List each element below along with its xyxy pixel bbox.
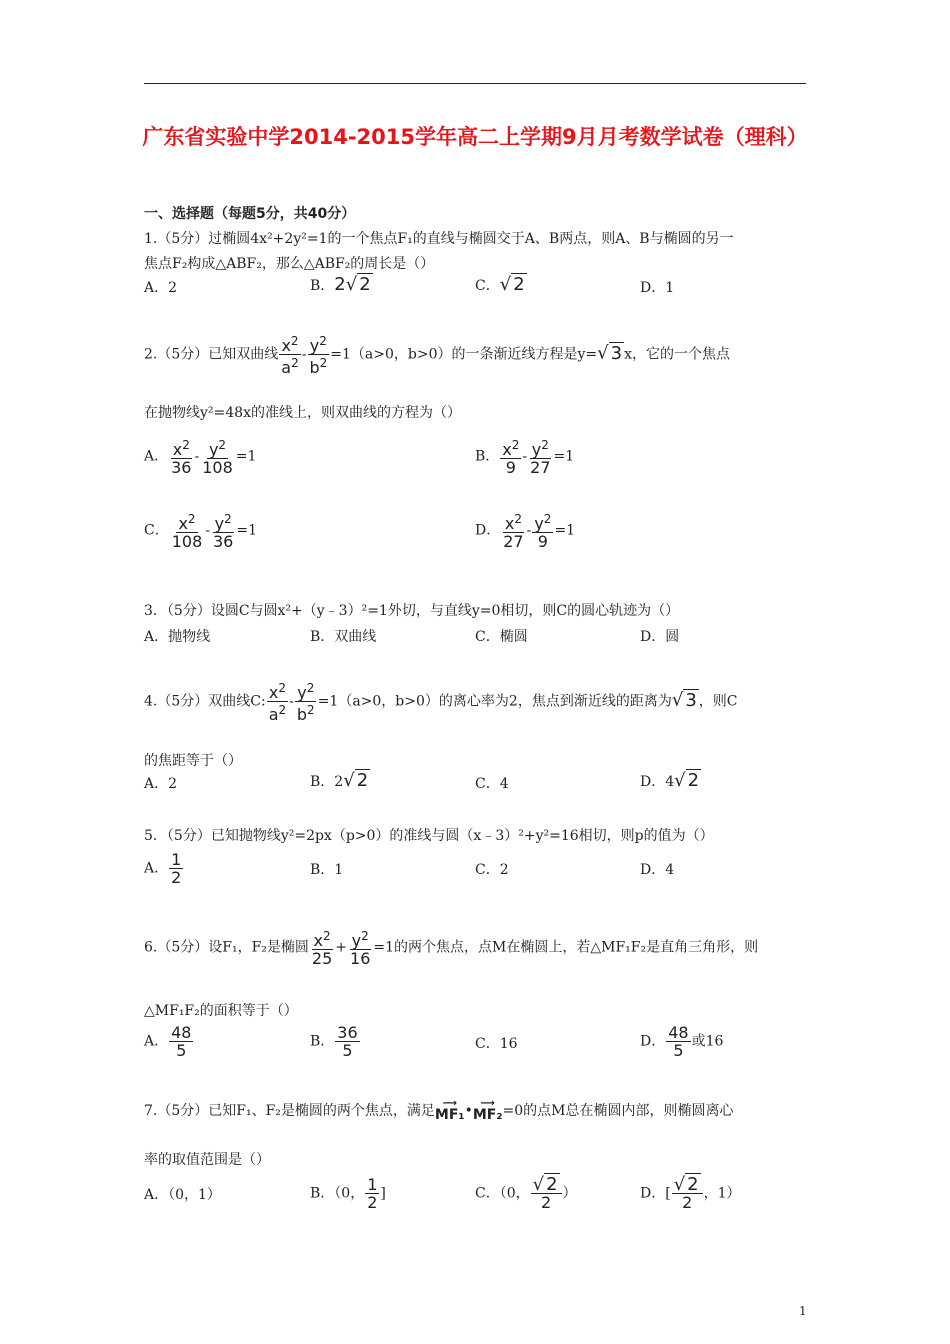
question-text: =0的点M总在椭圆内部，则椭圆离心 bbox=[502, 1103, 734, 1119]
question-2-option-d: D． $\frac{x^2}{27}$ - $\frac{y^2}{9}$ =1 bbox=[475, 512, 576, 551]
option-label: B． bbox=[310, 1033, 335, 1050]
fraction: $\frac{√ 2}{2}$ bbox=[672, 1176, 703, 1211]
fraction: $\frac{x^2}{36}$ bbox=[171, 438, 192, 477]
option-label: A． bbox=[144, 860, 169, 877]
option-label: B． bbox=[475, 448, 500, 465]
fraction: $\frac{x^2}{27}$ bbox=[503, 512, 524, 551]
fraction: $\frac{y^2}{b^2}$ bbox=[309, 334, 328, 377]
question-6-option-c: C．16 bbox=[475, 1036, 518, 1052]
question-3-option-b: B．双曲线 bbox=[310, 629, 377, 645]
question-4-line-1: 4.（5分）双曲线C: $\frac{x^2}{a^2}$ - $\frac{y^2}{b^2}$ =1（a>0，b>0）的离心率为2，焦点到渐近线的距离为√ 3 ，则C bbox=[144, 681, 738, 724]
question-text: =1（a>0，b>0）的一条渐近线方程是y= bbox=[330, 346, 598, 363]
sqrt-expression: √ 2 bbox=[343, 770, 369, 791]
sqrt-expression: 2√ 2 bbox=[334, 274, 371, 295]
radicand: 2 bbox=[513, 274, 525, 295]
vector-mf2: ⟶ MF₂ bbox=[472, 1098, 503, 1123]
question-4-option-a: A．2 bbox=[144, 776, 178, 792]
question-1-option-c bbox=[475, 274, 527, 295]
fraction: $\frac{x^2}{a^2}$ bbox=[281, 334, 299, 377]
fraction: $\frac{36}{5}$ bbox=[337, 1023, 358, 1060]
fraction: $\frac{1}{2}$ bbox=[171, 850, 182, 887]
fraction: $\frac{x^2}{a^2}$ bbox=[268, 681, 287, 724]
question-text: =1（a>0，b>0）的离心率为2，焦点到渐近线的距离为 bbox=[317, 693, 672, 710]
question-6-line-2: △MF₁F₂的面积等于（） bbox=[144, 1003, 298, 1019]
fraction: $\frac{√ 2}{2}$ bbox=[531, 1176, 562, 1211]
vector-mf1: ⟶ MF₁ bbox=[434, 1098, 465, 1123]
question-1-option-a: A．2 bbox=[144, 280, 178, 296]
question-5-option-b: B．1 bbox=[310, 862, 344, 878]
question-7-line-1 bbox=[144, 1100, 733, 1122]
question-3-option-c: C．椭圆 bbox=[475, 629, 528, 645]
fraction: $\frac{x^2}{9}$ bbox=[502, 438, 520, 477]
fraction: $\frac{y^2}{16}$ bbox=[350, 929, 371, 968]
question-text: 2.（5分）已知双曲线 bbox=[144, 346, 279, 363]
question-3-line-1: 3．（5分）设圆C与圆x²+（y﹣3）²=1外切，与直线y=0相切，则C的圆心轨迹为（） bbox=[144, 603, 680, 619]
question-1-line-1: 1.（5分）过椭圆4x²+2y²=1的一个焦点F₁的直线与椭圆交于A、B两点，则A、B与椭圆的另一 bbox=[144, 231, 734, 247]
option-label: D． bbox=[640, 1033, 666, 1050]
fraction: $\frac{1}{2}$ bbox=[367, 1175, 378, 1212]
question-7-line-2: 率的取值范围是（） bbox=[144, 1152, 270, 1168]
fraction: $\frac{x^2}{25}$ bbox=[311, 929, 333, 968]
option-label: B．（0， bbox=[310, 1185, 365, 1202]
coefficient: 2 bbox=[334, 274, 346, 295]
question-6-line-1: 6.（5分）设F₁，F₂是椭圆 $\frac{x^2}{25}$ + $\frac{y^2}{16}$ =1的两个焦点，点M在椭圆上，若△MF₁F₂是直角三角形，则 bbox=[144, 929, 759, 968]
question-2-option-a: A． $\frac{x^2}{36}$ - $\frac{y^2}{108}$ =1 bbox=[144, 438, 257, 477]
question-1-option-d: D．1 bbox=[640, 280, 675, 296]
option-label: C． bbox=[475, 278, 500, 294]
question-text: x，它的一个焦点 bbox=[624, 346, 730, 363]
fraction: $\frac{y^2}{36}$ bbox=[213, 512, 234, 551]
option-label: C．（0， bbox=[475, 1185, 530, 1202]
sqrt-expression: √ 2 bbox=[499, 274, 525, 295]
question-4-option-b bbox=[310, 770, 370, 791]
option-label: C． bbox=[144, 522, 169, 539]
question-text: 4.（5分）双曲线C: bbox=[144, 693, 266, 710]
option-label: A． bbox=[144, 448, 169, 465]
question-2-option-b: B． $\frac{x^2}{9}$ - $\frac{y^2}{27}$ =1 bbox=[475, 438, 575, 477]
fraction: $\frac{48}{5}$ bbox=[171, 1023, 192, 1060]
sqrt-expression: √ 3 bbox=[597, 342, 623, 364]
fraction: $\frac{x^2}{108}$ bbox=[171, 512, 203, 551]
fraction: $\frac{y^2}{108}$ bbox=[202, 438, 233, 477]
question-7-option-b: B．（0， $\frac{1}{2}$ ] bbox=[310, 1175, 386, 1212]
question-5-option-c: C．2 bbox=[475, 862, 509, 878]
dot-operator: • bbox=[464, 1103, 473, 1119]
header-rule bbox=[144, 83, 806, 84]
radicand: 2 bbox=[359, 274, 371, 295]
fraction: $\frac{y^2}{b^2}$ bbox=[296, 681, 315, 724]
question-1-line-2: 焦点F₂构成△ABF₂，那么△ABF₂的周长是（） bbox=[144, 256, 435, 272]
minus-sign: - bbox=[301, 346, 307, 363]
question-4-option-d bbox=[640, 770, 701, 791]
question-6-option-b bbox=[310, 1024, 361, 1059]
sqrt-expression: √ 2 bbox=[674, 770, 700, 791]
section-heading: 一、选择题（每题5分，共40分） bbox=[144, 206, 356, 222]
option-label: D．[ bbox=[640, 1185, 671, 1202]
question-text: 7.（5分）已知F₁、F₂是椭圆的两个焦点，满足 bbox=[144, 1103, 435, 1119]
question-2-option-c: C． $\frac{x^2}{108}$ - $\frac{y^2}{36}$ =1 bbox=[144, 512, 257, 551]
option-label: D． bbox=[475, 522, 501, 539]
option-label: D．4 bbox=[640, 774, 675, 790]
question-2-line-2: 在抛物线y²=48x的准线上，则双曲线的方程为（） bbox=[144, 405, 461, 421]
question-7-option-d: D．[ $\frac{√ 2}{2}$ ，1） bbox=[640, 1174, 741, 1212]
question-text: =1的两个焦点，点M在椭圆上，若△MF₁F₂是直角三角形，则 bbox=[373, 939, 759, 956]
option-label: A． bbox=[144, 1033, 169, 1050]
question-3-option-d: D．圆 bbox=[640, 629, 680, 645]
question-4-option-c: C．4 bbox=[475, 776, 509, 792]
page-title: 广东省实验中学2014-2015学年高二上学期9月月考数学试卷（理科） bbox=[142, 125, 808, 149]
question-text: 6.（5分）设F₁，F₂是椭圆 bbox=[144, 939, 309, 956]
question-5-option-a bbox=[144, 851, 184, 886]
question-5-line-1: 5．（5分）已知抛物线y²=2px（p>0）的准线与圆（x﹣3）²+y²=16相切，则p的值为（） bbox=[144, 828, 714, 844]
option-label: B．2 bbox=[310, 774, 344, 790]
question-6-option-a bbox=[144, 1024, 194, 1059]
fraction: $\frac{y^2}{27}$ bbox=[530, 438, 551, 477]
fraction: $\frac{y^2}{9}$ bbox=[534, 512, 552, 551]
sqrt-expression: √ 3 bbox=[671, 689, 697, 711]
question-7-option-c: C．（0， $\frac{√ 2}{2}$ ） bbox=[475, 1174, 577, 1212]
question-6-option-d: D． $\frac{48}{5}$ 或16 bbox=[640, 1023, 724, 1060]
question-2-line-1 bbox=[144, 333, 730, 376]
question-text: ，则C bbox=[698, 693, 738, 710]
question-3-option-a: A．抛物线 bbox=[144, 629, 211, 645]
question-7-option-a: A．（0，1） bbox=[144, 1187, 221, 1203]
question-4-line-2: 的焦距等于（） bbox=[144, 753, 242, 769]
question-1-option-b bbox=[310, 274, 373, 295]
page-number: 1 bbox=[799, 1304, 807, 1318]
question-5-option-d: D．4 bbox=[640, 862, 675, 878]
fraction: $\frac{48}{5}$ bbox=[668, 1023, 689, 1060]
option-label: B． bbox=[310, 278, 335, 294]
